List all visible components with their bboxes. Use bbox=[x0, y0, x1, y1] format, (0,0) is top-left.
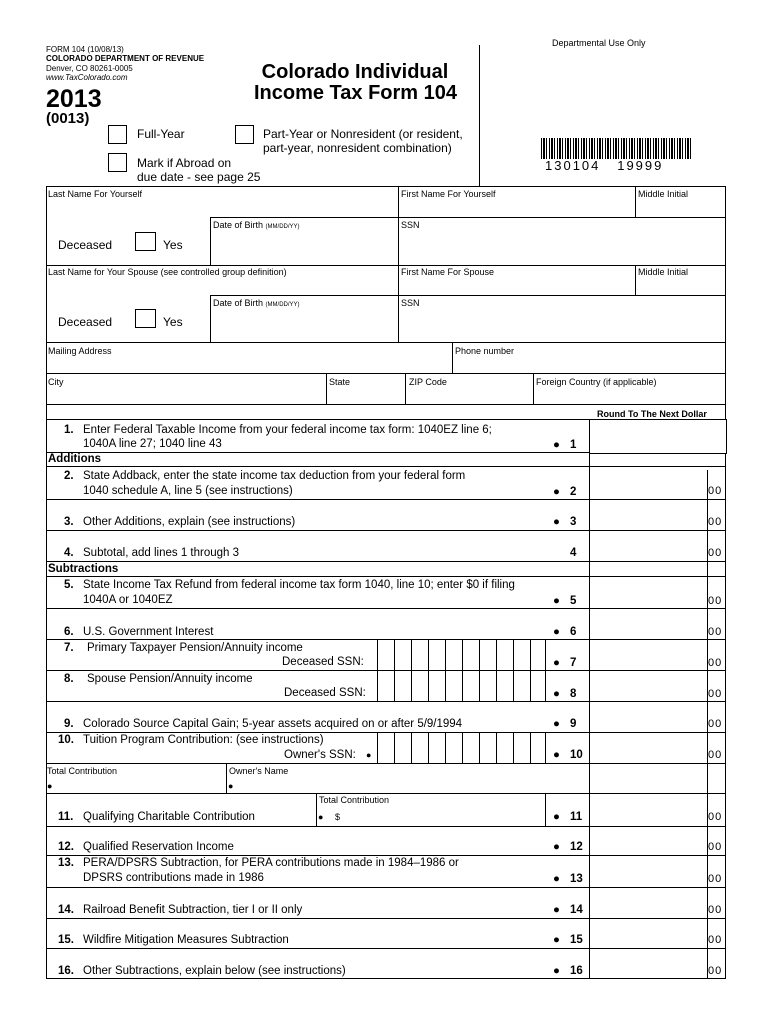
line3-amount-field[interactable] bbox=[589, 499, 708, 530]
line11-ref: 11 bbox=[570, 811, 583, 823]
subtractions-heading: Subtractions bbox=[48, 563, 119, 575]
ssn-divider bbox=[545, 732, 546, 763]
ssn-divider bbox=[496, 639, 497, 670]
grid-line bbox=[226, 763, 227, 793]
part-year-label-line1: Part-Year or Nonresident (or resident, bbox=[263, 127, 463, 141]
spouse-last-name-label: Last Name for Your Spouse (see controlled group definition) bbox=[48, 267, 287, 277]
grid-line bbox=[46, 404, 726, 405]
line2-text: State Addback, enter the state income tax deduction from your federal form bbox=[83, 470, 466, 482]
line11-number: 11. bbox=[58, 811, 74, 823]
line6-ref: 6 bbox=[570, 626, 577, 638]
abroad-checkbox[interactable] bbox=[108, 153, 127, 172]
line1-bullet: ● bbox=[553, 439, 560, 451]
ssn-divider bbox=[462, 732, 463, 763]
owners-name-bullet: ● bbox=[228, 781, 234, 791]
ssn-divider bbox=[394, 670, 395, 701]
line2-number: 2. bbox=[64, 470, 74, 482]
state-label: State bbox=[329, 377, 351, 387]
ssn-divider bbox=[479, 639, 480, 670]
line6-amount-field[interactable] bbox=[589, 608, 708, 639]
line8-number: 8. bbox=[64, 673, 74, 685]
line5-text: State Income Tax Refund from federal income tax form 1040, line 10; enter $0 if filing bbox=[83, 579, 515, 591]
line16-ref: 16 bbox=[570, 965, 583, 977]
ssn-divider bbox=[377, 670, 378, 701]
line1-amount-field[interactable] bbox=[589, 419, 727, 454]
spouse-first-name-label: First Name For Spouse bbox=[401, 267, 495, 277]
line12-bullet: ● bbox=[553, 841, 560, 853]
line13-amount-field[interactable] bbox=[589, 855, 708, 887]
spouse-deceased-label: Deceased bbox=[58, 315, 113, 329]
line2-amount-field[interactable] bbox=[589, 470, 708, 499]
ssn-divider bbox=[496, 670, 497, 701]
line10-cents: 00 bbox=[708, 749, 723, 761]
abroad-label-line1: Mark if Abroad on bbox=[137, 156, 232, 170]
ssn-divider bbox=[530, 732, 531, 763]
grid-line bbox=[46, 186, 47, 424]
line3-number: 3. bbox=[64, 516, 74, 528]
line13-text2: DPSRS contributions made in 1986 bbox=[83, 872, 264, 884]
phone-label: Phone number bbox=[455, 346, 515, 356]
line14-cents: 00 bbox=[708, 904, 723, 916]
line4-ref: 4 bbox=[570, 547, 577, 559]
line3-ref: 3 bbox=[570, 516, 577, 528]
amount-column-line bbox=[725, 419, 726, 979]
line8-bullet: ● bbox=[553, 688, 560, 700]
abroad-label-line2: due date - see page 25 bbox=[137, 170, 261, 184]
line9-ref: 9 bbox=[570, 718, 577, 730]
grid-line bbox=[533, 373, 534, 404]
line14-text: Railroad Benefit Subtraction, tier I or II only bbox=[83, 904, 303, 916]
line14-bullet: ● bbox=[553, 904, 560, 916]
ssn-divider bbox=[394, 639, 395, 670]
dob-label bbox=[213, 220, 300, 232]
line12-ref: 12 bbox=[570, 841, 583, 853]
line8-cents: 00 bbox=[708, 688, 723, 700]
ssn-divider bbox=[411, 670, 412, 701]
foreign-country-label: Foreign Country (if applicable) bbox=[536, 377, 657, 387]
ssn-divider bbox=[513, 670, 514, 701]
line16-text: Other Subtractions, explain below (see instructions) bbox=[83, 965, 346, 977]
ssn-divider bbox=[445, 670, 446, 701]
part-year-checkbox[interactable] bbox=[235, 125, 254, 144]
line5-bullet: ● bbox=[553, 595, 560, 607]
full-year-label: Full-Year bbox=[137, 127, 185, 141]
line7-cents: 00 bbox=[708, 657, 723, 669]
total-contribution-label: Total Contribution bbox=[47, 766, 118, 776]
ssn-divider bbox=[462, 670, 463, 701]
zip-label: ZIP Code bbox=[409, 377, 447, 387]
grid-line bbox=[46, 763, 726, 764]
dob-format: (MM/DD/YY) bbox=[265, 224, 300, 230]
line1-text: Enter Federal Taxable Income from your federal income tax form: 1040EZ line 6; bbox=[83, 424, 492, 436]
grid-line bbox=[210, 217, 726, 218]
ssn-divider bbox=[462, 639, 463, 670]
line15-ref: 15 bbox=[570, 934, 583, 946]
line9-bullet: ● bbox=[553, 718, 560, 730]
line9-amount-field[interactable] bbox=[589, 701, 708, 732]
line3-text: Other Additions, explain (see instructions) bbox=[83, 516, 296, 528]
grid-line bbox=[635, 186, 636, 218]
grid-line bbox=[46, 466, 726, 467]
spouse-deceased-yes-checkbox[interactable] bbox=[135, 309, 156, 328]
line5-cents: 00 bbox=[708, 595, 723, 607]
line11-dollar-sign: $ bbox=[335, 812, 341, 822]
ssn-label: SSN bbox=[401, 220, 420, 230]
ssn-divider bbox=[530, 639, 531, 670]
header-divider bbox=[479, 45, 480, 186]
line5-amount-field[interactable] bbox=[589, 576, 708, 608]
part-year-label-line2: part-year, nonresident combination) bbox=[263, 141, 452, 155]
grid-line bbox=[210, 295, 726, 296]
grid-line bbox=[46, 342, 726, 343]
line13-ref: 13 bbox=[570, 873, 583, 885]
ssn-divider bbox=[428, 670, 429, 701]
additions-heading: Additions bbox=[48, 453, 102, 465]
line15-amount-field[interactable] bbox=[589, 918, 708, 948]
line10-amount-field[interactable] bbox=[589, 732, 708, 763]
line4-text: Subtotal, add lines 1 through 3 bbox=[83, 547, 240, 559]
line14-ref: 14 bbox=[570, 904, 583, 916]
ssn-divider bbox=[530, 670, 531, 701]
line3-cents: 00 bbox=[708, 516, 723, 528]
mailing-address-label: Mailing Address bbox=[48, 346, 112, 356]
grid-line bbox=[46, 373, 726, 374]
ssn-divider bbox=[545, 670, 546, 701]
ssn-divider bbox=[545, 639, 546, 670]
grid-line bbox=[545, 793, 546, 826]
line7-number: 7. bbox=[64, 642, 74, 654]
spouse-dob-format: (MM/DD/YY) bbox=[265, 302, 300, 308]
ssn-divider bbox=[513, 732, 514, 763]
line15-cents: 00 bbox=[708, 934, 723, 946]
grid-line bbox=[46, 186, 726, 187]
ssn-divider bbox=[377, 732, 378, 763]
grid-line bbox=[398, 265, 399, 342]
line2-ref: 2 bbox=[570, 486, 577, 498]
grid-line bbox=[635, 265, 636, 296]
full-year-checkbox[interactable] bbox=[108, 125, 127, 144]
line5-ref: 5 bbox=[570, 595, 577, 607]
ssn-divider bbox=[377, 639, 378, 670]
line15-text: Wildfire Mitigation Measures Subtraction bbox=[83, 934, 289, 946]
grid-line bbox=[405, 373, 406, 404]
grid-line bbox=[326, 373, 327, 404]
ssn-divider bbox=[394, 732, 395, 763]
line4-amount-field[interactable] bbox=[589, 530, 708, 561]
ssn-divider bbox=[428, 639, 429, 670]
barcode-number: 130104 19999 bbox=[545, 158, 664, 173]
line10-bullet: ● bbox=[553, 749, 560, 761]
line14-amount-field[interactable] bbox=[589, 887, 708, 918]
ssn-divider bbox=[411, 732, 412, 763]
spouse-dob-text: Date of Birth bbox=[213, 298, 264, 308]
line2-bullet: ● bbox=[553, 486, 560, 498]
total-contribution-bullet: ● bbox=[47, 781, 53, 791]
grid-line bbox=[210, 217, 211, 266]
line10-text: Tuition Program Contribution: (see instructions) bbox=[83, 734, 324, 746]
ssn-divider bbox=[445, 639, 446, 670]
line8-deceased-ssn-label: Deceased SSN: bbox=[284, 687, 366, 699]
grid-line bbox=[46, 265, 726, 266]
line5-number: 5. bbox=[64, 579, 74, 591]
line13-number: 13. bbox=[58, 857, 74, 869]
line2-cents: 00 bbox=[708, 485, 723, 497]
line9-cents: 00 bbox=[708, 718, 723, 730]
tax-year: 2013 bbox=[46, 85, 102, 113]
spouse-middle-initial-label: Middle Initial bbox=[638, 267, 689, 277]
line6-number: 6. bbox=[64, 626, 74, 638]
grid-line bbox=[46, 561, 726, 562]
line6-cents: 00 bbox=[708, 626, 723, 638]
round-note: Round To The Next Dollar bbox=[597, 409, 707, 419]
line12-cents: 00 bbox=[708, 841, 723, 853]
ssn-divider bbox=[428, 732, 429, 763]
line15-bullet: ● bbox=[553, 934, 560, 946]
ssn-divider bbox=[479, 732, 480, 763]
line4-number: 4. bbox=[64, 547, 74, 559]
line16-cents: 00 bbox=[708, 965, 723, 977]
deceased-yes-checkbox[interactable] bbox=[135, 232, 156, 251]
line16-bullet: ● bbox=[553, 965, 560, 977]
ssn-divider bbox=[411, 639, 412, 670]
middle-initial-label: Middle Initial bbox=[638, 189, 689, 199]
city-label: City bbox=[48, 377, 64, 387]
line2-text2: 1040 schedule A, line 5 (see instructions) bbox=[83, 485, 293, 497]
form-id: FORM 104 (10/08/13) bbox=[46, 45, 124, 54]
spouse-dob-label bbox=[213, 298, 300, 310]
line6-bullet: ● bbox=[553, 626, 560, 638]
line11-text: Qualifying Charitable Contribution bbox=[83, 811, 255, 823]
grid-line bbox=[316, 793, 317, 826]
form-code: (0013) bbox=[46, 110, 90, 127]
line3-bullet: ● bbox=[553, 516, 560, 528]
spouse-ssn-label: SSN bbox=[401, 298, 420, 308]
line5-text2: 1040A or 1040EZ bbox=[83, 594, 173, 606]
line4-cents: 00 bbox=[708, 547, 723, 559]
ssn-divider bbox=[513, 639, 514, 670]
line10-ref: 10 bbox=[570, 749, 583, 761]
spouse-deceased-yes-label: Yes bbox=[163, 315, 183, 329]
line13-text: PERA/DPSRS Subtraction, for PERA contributions made in 1984–1986 or bbox=[83, 857, 459, 869]
grid-line bbox=[46, 419, 47, 979]
line8-text: Spouse Pension/Annuity income bbox=[87, 673, 253, 685]
grid-line bbox=[46, 978, 726, 979]
line8-ref: 8 bbox=[570, 688, 577, 700]
line11-total-contribution-label: Total Contribution bbox=[319, 795, 390, 805]
line1-ref: 1 bbox=[570, 439, 577, 451]
department-website: www.TaxColorado.com bbox=[46, 73, 128, 82]
line6-text: U.S. Government Interest bbox=[83, 626, 214, 638]
line16-amount-field[interactable] bbox=[589, 948, 708, 978]
line11-cents: 00 bbox=[708, 811, 723, 823]
line15-number: 15. bbox=[58, 934, 74, 946]
line8-amount-field[interactable] bbox=[589, 670, 708, 701]
grid-line bbox=[452, 342, 453, 373]
line11-amount-field[interactable] bbox=[589, 793, 708, 826]
line7-amount-field[interactable] bbox=[589, 639, 708, 670]
line1-number: 1. bbox=[64, 424, 74, 436]
line1-text2: 1040A line 27; 1040 line 43 bbox=[83, 438, 222, 450]
form-title-line1: Colorado Individual bbox=[261, 61, 449, 83]
grid-line bbox=[725, 186, 726, 424]
line7-bullet: ● bbox=[553, 657, 560, 669]
line10-owner-ssn-label: Owner's SSN: bbox=[284, 749, 356, 761]
line13-cents: 00 bbox=[708, 873, 723, 885]
line9-text: Colorado Source Capital Gain; 5-year assets acquired on or after 5/9/1994 bbox=[83, 718, 463, 730]
first-name-label: First Name For Yourself bbox=[401, 189, 496, 199]
owners-name-label: Owner's Name bbox=[229, 766, 289, 776]
form-title-line2: Income Tax Form 104 bbox=[253, 82, 458, 104]
line7-text: Primary Taxpayer Pension/Annuity income bbox=[87, 642, 303, 654]
ssn-divider bbox=[479, 670, 480, 701]
line7-deceased-ssn-label: Deceased SSN: bbox=[282, 656, 364, 668]
department-address: Denver, CO 80261-0005 bbox=[46, 64, 133, 73]
line12-number: 12. bbox=[58, 841, 74, 853]
department-name: COLORADO DEPARTMENT OF REVENUE bbox=[46, 54, 205, 63]
line16-number: 16. bbox=[58, 965, 74, 977]
barcode-image bbox=[541, 138, 691, 159]
ssn-divider bbox=[496, 732, 497, 763]
line11-total-bullet: ● bbox=[318, 812, 324, 822]
grid-line bbox=[210, 295, 211, 342]
line12-text: Qualified Reservation Income bbox=[83, 841, 234, 853]
line7-ref: 7 bbox=[570, 657, 577, 669]
line12-amount-field[interactable] bbox=[589, 826, 708, 855]
ssn-divider bbox=[445, 732, 446, 763]
line14-number: 14. bbox=[58, 904, 74, 916]
line13-bullet: ● bbox=[553, 873, 560, 885]
line10-ssn-bullet: ● bbox=[366, 750, 372, 760]
line10-number: 10. bbox=[58, 734, 74, 746]
departmental-use-label: Departmental Use Only bbox=[552, 38, 646, 48]
line9-number: 9. bbox=[64, 718, 74, 730]
deceased-label: Deceased bbox=[58, 238, 113, 252]
deceased-yes-label: Yes bbox=[163, 238, 183, 252]
dob-text: Date of Birth bbox=[213, 220, 264, 230]
last-name-label: Last Name For Yourself bbox=[48, 189, 143, 199]
line11-bullet: ● bbox=[553, 811, 560, 823]
grid-line bbox=[398, 186, 399, 266]
